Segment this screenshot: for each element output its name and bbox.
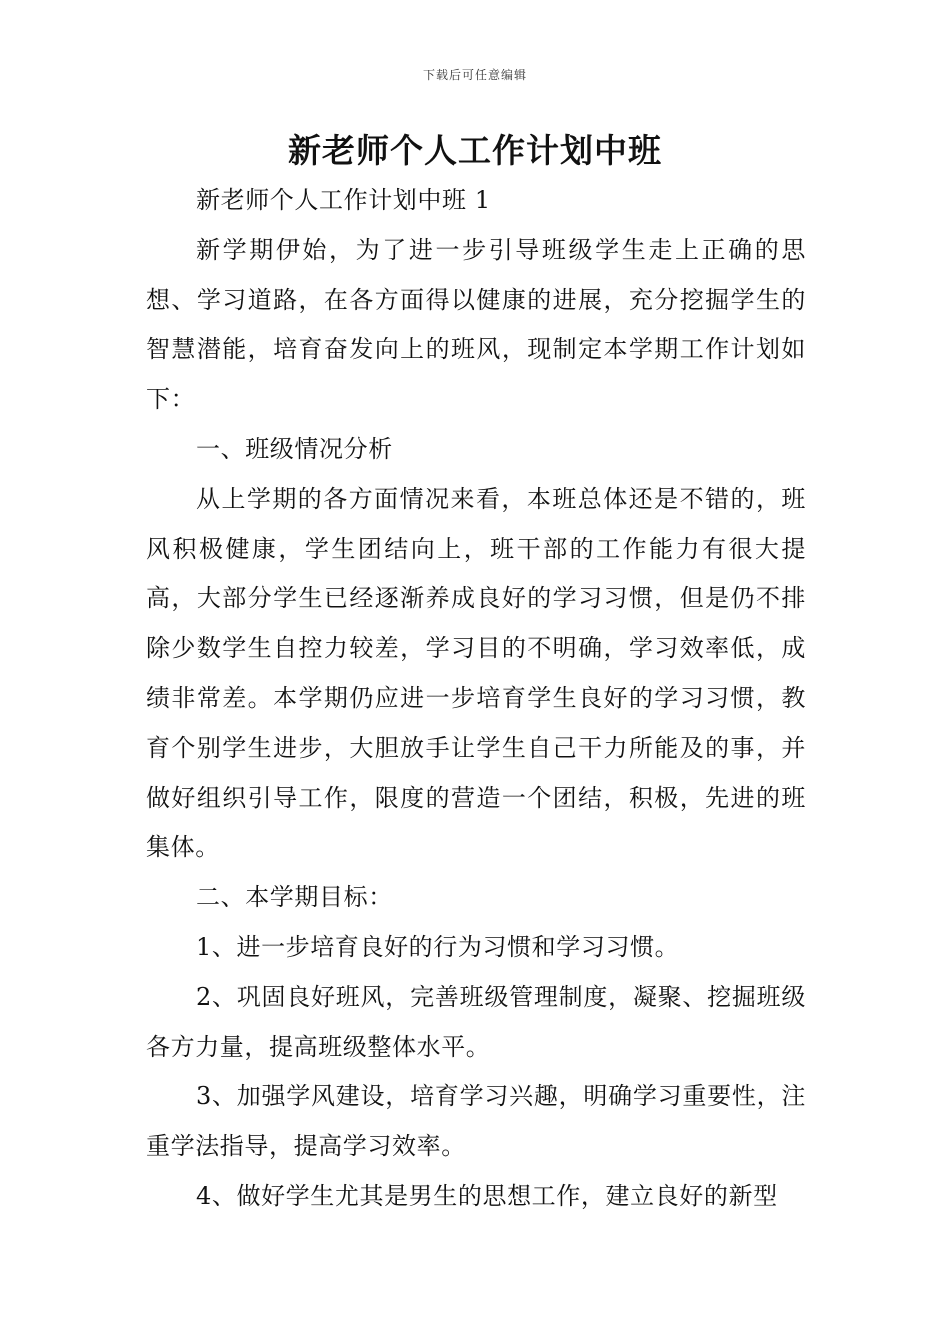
goal-item-3: 3、加强学风建设，培育学习兴趣，明确学习重要性，注重学法指导，提高学习效率。 (146, 1082, 806, 1161)
intro-paragraph: 新学期伊始，为了进一步引导班级学生走上正确的思想、学习道路，在各方面得以健康的进展，充分挖掘学生的智慧潜能，培育奋发向上的班风，现制定本学期工作计划如下： (146, 235, 806, 414)
subtitle-paragraph: 新老师个人工作计划中班 1 (196, 186, 491, 214)
section-heading-class-analysis: 一、班级情况分析 (196, 434, 393, 463)
goal-item-1: 1、进一步培育良好的行为习惯和学习习惯。 (196, 932, 680, 961)
document-body (146, 176, 806, 1222)
goal-item-2: 2、巩固良好班风，完善班级管理制度，凝聚、挖掘班级各方力量，提高班级整体水平。 (146, 982, 806, 1061)
goal-item-4: 4、做好学生尤其是男生的思想工作，建立良好的新型 (196, 1181, 778, 1210)
document-title: 新老师个人工作计划中班 (288, 131, 662, 170)
header-note: 下载后可任意编辑 (422, 68, 527, 82)
class-analysis-paragraph: 从上学期的各方面情况来看，本班总体还是不错的，班风积极健康，学生团结向上，班干部的工作能力有很大提高，大部分学生已经逐渐养成良好的学习习惯，但是仍不排除少数学生自控力较差，学习目的不明确，学习效率低，成绩非常差。本学期仍应进一步培育学生良好的学习习惯，教育个别学生进步，大胆放手让学生自己干力所能及的事，并做好组织引导工作，限度的营造一个团结，积极，先进的班集体。 (146, 484, 806, 862)
section-heading-semester-goals: 二、本学期目标： (196, 883, 393, 912)
